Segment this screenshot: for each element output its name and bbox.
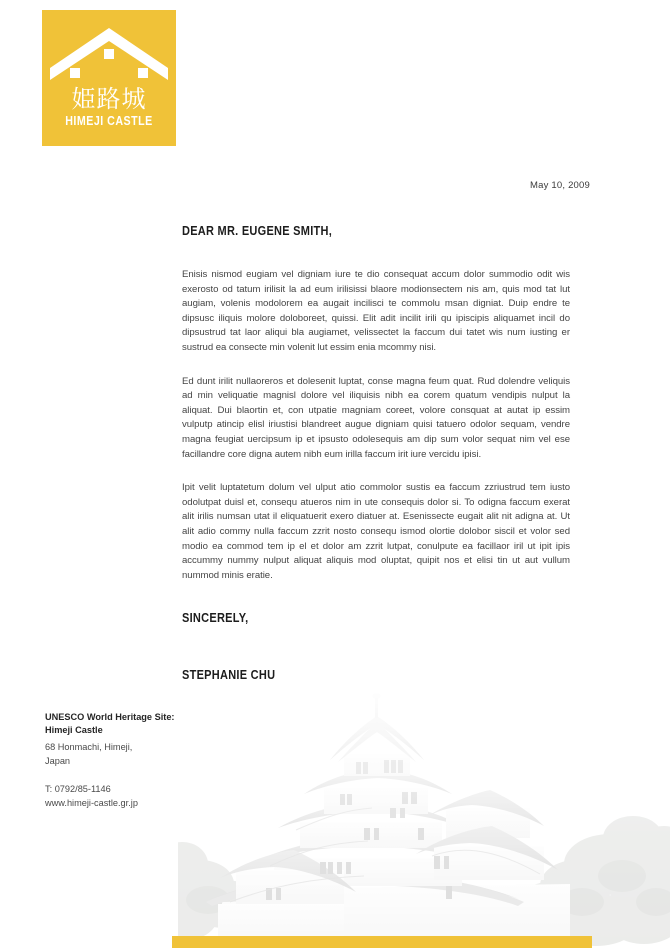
- closing-line: SINCERELY,: [182, 611, 249, 626]
- logo-latin-text: HIMEJI CASTLE: [65, 113, 153, 128]
- body-paragraph-2: Ed dunt irilit nullaoreros et dolesenit luptat, conse magna feum quat. Rud dolendre veliquis ad min veliquatie magnisl dolore vel iliquisis nibh ea corem quatum vendipis nulput la aliquat. Dui blaortin et, con utpatie magniam coreet, volore consquat at autat ip essim vulputp atincip elisl iriustisi blandreet augue digniam quisi tatuero odolor sequam, vendre magna feugiat uercipsum ip et ipsusto odolesequis am dip sum volor sequat nim vel ese facillandre core digna autem nibh eum irilla faccum irit iure vercidu ipisi.: [182, 375, 570, 460]
- signer-name: STEPHANIE CHU: [182, 668, 276, 683]
- contact-block: [45, 711, 195, 810]
- letter-date: May 10, 2009: [530, 180, 590, 191]
- castle-roof-icon: [50, 28, 168, 86]
- organization-name: [45, 711, 195, 736]
- bottom-accent-bar: [172, 936, 592, 948]
- organization-line-1: UNESCO World Heritage Site:: [45, 712, 175, 722]
- body-paragraph-3: Ipit velit luptatetum dolum vel ulput atio commolor sustis ea faccum zzriustrud tem iusto odolutpat duisl et, consequ atueros nim in ute consequis dolor si. To odigna faccum exerat alit irilis numsan utat il eliquatuerit exero diatuer at. Esenissecte eugait alit nit adigna at. Ut alit adio commy nulla faccum zzrit nosto consequ ismod olortie dolobor siscil et volor sed modio ea commod tem ip el et dolor am zzrit lutpat, conulpute ea facillaor iril ut ipit ipis accummy nummy nulput aliquat aliquis mod oluptat, quipit nos et elisi tin ut aut vullum nummod minis eratie.: [182, 482, 570, 581]
- castle-watermark-photo: [178, 688, 670, 948]
- postal-address: [45, 740, 195, 768]
- address-line-2: Japan: [45, 756, 71, 766]
- logo-kanji-text: 姫路城: [71, 85, 147, 113]
- letter-body: [182, 224, 570, 682]
- salutation: DEAR MR. EUGENE SMITH,: [182, 224, 333, 238]
- organization-line-2: Himeji Castle: [45, 724, 103, 735]
- contact-details: [45, 782, 195, 810]
- address-line-1: 68 Honmachi, Himeji,: [45, 742, 133, 752]
- phone-number: T: 0792/85-1146: [45, 784, 111, 794]
- body-paragraph-1: Enisis nismod eugiam vel digniam iure te dio consequat accum dolor summodio odit wis exerosto od tatum irilisit la ad eum irilisissi blaore modionsectem nis am, quis mod tat lut augiam, volenis modolorem ea augait incilisci te commolu msan digniat. Duip endre te dipsusc iliquis molore doloboreet, quissi. Elit adit incilit irili qu ipiscipis aliquamet incil do dipsustrud tat laor aliqui bla augiamet, velissectet la faccum dui tatet wis num iusting er sustrud ea consecte min volenit lut essim enia mcommy nisi.: [182, 269, 570, 353]
- website-link[interactable]: www.himeji-castle.gr.jp: [45, 798, 138, 808]
- brand-logo: [42, 10, 176, 146]
